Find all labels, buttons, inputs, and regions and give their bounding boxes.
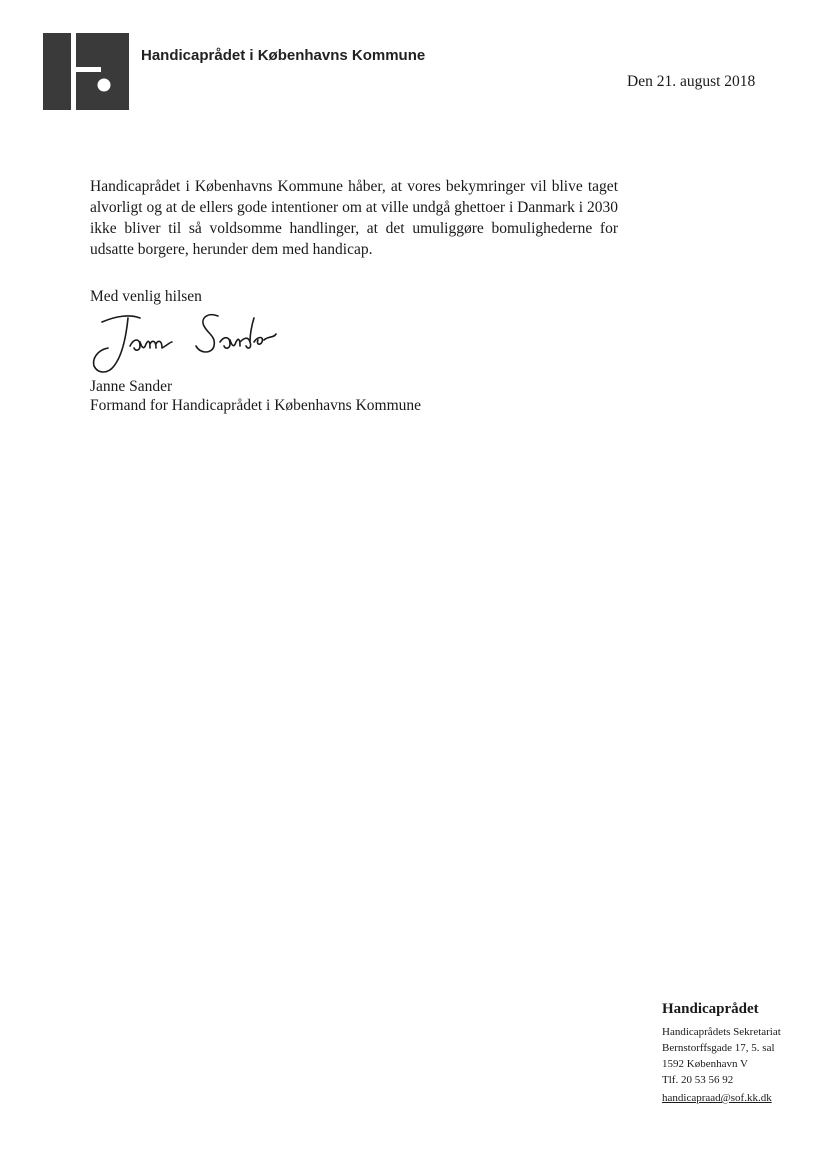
logo-mark <box>43 33 129 110</box>
footer-heading: Handicaprådet <box>662 1001 759 1017</box>
footer-email-link[interactable]: handicapraad@sof.kk.dk <box>662 1092 772 1104</box>
footer-street-address: Bernstorffsgade 17, 5. sal <box>662 1042 775 1054</box>
footer-contact-block <box>662 1001 822 1106</box>
organization-logo <box>43 33 129 110</box>
footer-phone: Tlf. 20 53 56 92 <box>662 1074 734 1086</box>
signer-title: Formand for Handicaprådet i Københavns Kommune <box>90 397 422 414</box>
signature-image <box>88 308 298 380</box>
organization-name: Handicaprådet i Københavns Kommune <box>141 47 426 64</box>
letter-date: Den 21. august 2018 <box>627 73 756 90</box>
signer-name: Janne Sander <box>90 378 173 395</box>
closing-phrase: Med venlig hilsen <box>90 288 202 305</box>
footer-postal-city: 1592 København V <box>662 1058 748 1070</box>
handwritten-signature <box>88 308 298 380</box>
footer-secretariat: Handicaprådets Sekretariat <box>662 1026 781 1038</box>
letter-body: Handicaprådet i Københavns Kommune håber, at vores bekymringer vil blive taget alvorligt og at de ellers gode intentioner om at ville undgå ghettoer i Danmark i 2030 ikke bliver til så voldsomme handlinger, at det umuliggøre bomulighederne for udsatte borgere, herunder dem med handicap. <box>90 178 618 258</box>
